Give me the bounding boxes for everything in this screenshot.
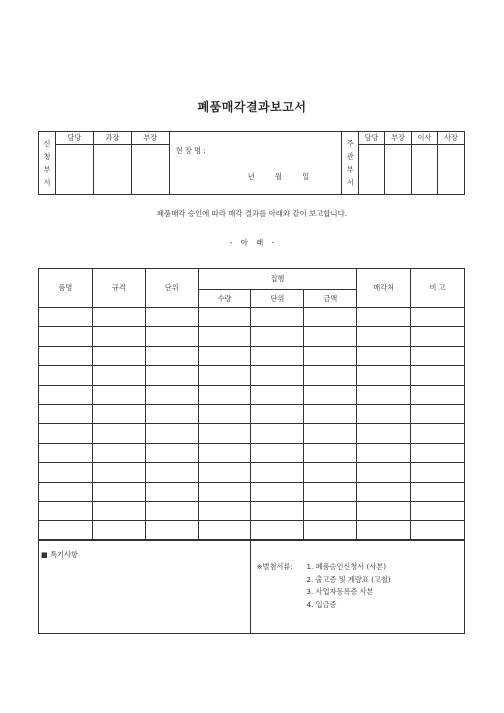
- table-cell[interactable]: [411, 404, 465, 423]
- table-cell[interactable]: [39, 482, 93, 501]
- table-cell[interactable]: [145, 482, 198, 501]
- table-cell[interactable]: [198, 443, 251, 462]
- table-row: [39, 308, 465, 327]
- applicant-dept-label: 신 청 부 서: [39, 132, 56, 195]
- table-cell[interactable]: [357, 424, 411, 443]
- table-cell[interactable]: [92, 404, 145, 423]
- table-cell[interactable]: [357, 327, 411, 346]
- sign-box[interactable]: [412, 145, 438, 195]
- table-cell[interactable]: [145, 346, 198, 365]
- table-cell[interactable]: [145, 385, 198, 404]
- sign-box[interactable]: [437, 145, 464, 195]
- table-cell[interactable]: [39, 443, 93, 462]
- attachment-item: 2. 출고증 및 계량표 (고철): [306, 574, 391, 584]
- table-cell[interactable]: [251, 501, 304, 520]
- table-cell[interactable]: [198, 366, 251, 385]
- table-cell[interactable]: [357, 366, 411, 385]
- table-cell[interactable]: [198, 463, 251, 482]
- approval-role-section-chief: 과장: [93, 132, 131, 145]
- table-cell[interactable]: [198, 482, 251, 501]
- table-cell[interactable]: [92, 482, 145, 501]
- approval-role-president: 사장: [437, 132, 464, 145]
- table-row: [39, 346, 465, 365]
- attachment-item: 4. 입금증: [306, 599, 337, 609]
- table-cell[interactable]: [357, 501, 411, 520]
- table-cell[interactable]: [251, 346, 304, 365]
- document-title: 폐품매각결과보고서: [197, 100, 307, 114]
- table-cell[interactable]: [304, 385, 357, 404]
- table-cell[interactable]: [92, 327, 145, 346]
- table-row: [39, 327, 465, 346]
- table-cell[interactable]: [198, 385, 251, 404]
- table-cell[interactable]: [39, 327, 93, 346]
- table-cell[interactable]: [39, 308, 93, 327]
- table-cell[interactable]: [251, 521, 304, 540]
- sign-box[interactable]: [359, 145, 385, 195]
- table-row: [39, 521, 465, 540]
- table-cell[interactable]: [304, 346, 357, 365]
- table-cell[interactable]: [411, 443, 465, 462]
- managing-dept-label: 주 관 부 서: [342, 132, 359, 195]
- table-cell[interactable]: [39, 404, 93, 423]
- table-cell[interactable]: [304, 366, 357, 385]
- table-cell[interactable]: [357, 308, 411, 327]
- table-cell[interactable]: [251, 424, 304, 443]
- table-cell[interactable]: [304, 521, 357, 540]
- table-cell[interactable]: [411, 327, 465, 346]
- table-cell[interactable]: [251, 443, 304, 462]
- sign-box[interactable]: [385, 145, 412, 195]
- site-date-cell: [169, 132, 342, 195]
- table-cell[interactable]: [92, 463, 145, 482]
- disposal-result-table: [38, 268, 465, 541]
- special-notes-cell[interactable]: [39, 540, 251, 634]
- table-cell[interactable]: [145, 443, 198, 462]
- table-cell[interactable]: [198, 501, 251, 520]
- table-cell[interactable]: [251, 385, 304, 404]
- table-cell[interactable]: [92, 366, 145, 385]
- table-cell[interactable]: [304, 501, 357, 520]
- header-spec: 규격: [92, 269, 145, 308]
- table-cell[interactable]: [357, 346, 411, 365]
- table-cell[interactable]: [411, 308, 465, 327]
- table-cell[interactable]: [92, 501, 145, 520]
- table-row: [39, 443, 465, 462]
- table-cell[interactable]: [304, 424, 357, 443]
- table-cell[interactable]: [198, 308, 251, 327]
- header-exec-quantity: 수량: [198, 290, 251, 308]
- table-row: [39, 404, 465, 423]
- attachment-item: 3. 사업자등록증 사본: [306, 587, 374, 596]
- sign-box[interactable]: [93, 145, 131, 195]
- header-buyer: 매각처: [357, 269, 411, 308]
- approval-role-dept-head: 부장: [131, 132, 169, 145]
- report-sentence: 폐품매각 승인에 따라 매각 결과를 아래와 같이 보고합니다.: [156, 209, 348, 218]
- table-cell[interactable]: [304, 463, 357, 482]
- approval-role-staff-2: 담당: [359, 132, 385, 145]
- table-cell[interactable]: [411, 482, 465, 501]
- table-row: [39, 424, 465, 443]
- table-cell[interactable]: [39, 521, 93, 540]
- table-cell[interactable]: [304, 404, 357, 423]
- table-row: [39, 482, 465, 501]
- notes-table: [38, 539, 465, 634]
- table-cell[interactable]: [39, 501, 93, 520]
- approval-role-director: 이사: [412, 132, 438, 145]
- table-cell[interactable]: [198, 521, 251, 540]
- table-cell[interactable]: [357, 482, 411, 501]
- table-cell[interactable]: [198, 404, 251, 423]
- table-cell[interactable]: [39, 424, 93, 443]
- table-cell[interactable]: [145, 404, 198, 423]
- approval-table: [38, 131, 465, 195]
- table-cell[interactable]: [357, 443, 411, 462]
- below-label: - 아 래 -: [229, 238, 275, 247]
- header-exec-amount: 금액: [304, 290, 357, 308]
- table-row: [39, 385, 465, 404]
- table-cell[interactable]: [411, 463, 465, 482]
- table-cell[interactable]: [411, 346, 465, 365]
- table-cell[interactable]: [251, 366, 304, 385]
- table-cell[interactable]: [198, 424, 251, 443]
- table-cell[interactable]: [357, 463, 411, 482]
- table-cell[interactable]: [92, 424, 145, 443]
- table-cell[interactable]: [92, 443, 145, 462]
- approval-role-staff: 담당: [55, 132, 93, 145]
- table-cell[interactable]: [251, 482, 304, 501]
- table-cell[interactable]: [145, 463, 198, 482]
- table-cell[interactable]: [357, 521, 411, 540]
- table-cell[interactable]: [304, 482, 357, 501]
- table-cell[interactable]: [92, 346, 145, 365]
- table-cell[interactable]: [357, 385, 411, 404]
- table-cell[interactable]: [145, 366, 198, 385]
- table-cell[interactable]: [357, 404, 411, 423]
- table-row: [39, 366, 465, 385]
- header-unit: 단위: [145, 269, 198, 308]
- table-cell[interactable]: [92, 308, 145, 327]
- sign-box[interactable]: [55, 145, 93, 195]
- table-cell[interactable]: [145, 308, 198, 327]
- table-cell[interactable]: [251, 404, 304, 423]
- table-row: [39, 501, 465, 520]
- table-cell[interactable]: [92, 385, 145, 404]
- header-item-name: 품명: [39, 269, 93, 308]
- table-cell[interactable]: [251, 327, 304, 346]
- table-cell[interactable]: [198, 346, 251, 365]
- table-cell[interactable]: [39, 346, 93, 365]
- table-cell[interactable]: [304, 308, 357, 327]
- table-cell[interactable]: [92, 521, 145, 540]
- table-cell[interactable]: [304, 443, 357, 462]
- approval-role-dept-head-2: 부장: [385, 132, 412, 145]
- table-cell[interactable]: [145, 424, 198, 443]
- table-cell[interactable]: [39, 385, 93, 404]
- table-cell[interactable]: [145, 501, 198, 520]
- table-cell[interactable]: [411, 385, 465, 404]
- header-exec-unit: 단위: [251, 290, 304, 308]
- site-name-label: 현 장 명 :: [175, 146, 206, 155]
- table-cell[interactable]: [198, 327, 251, 346]
- header-note: 비 고: [411, 269, 465, 308]
- table-cell[interactable]: [251, 463, 304, 482]
- table-cell[interactable]: [411, 501, 465, 520]
- table-cell[interactable]: [411, 366, 465, 385]
- special-notes-label: ■ 특기사항: [41, 550, 78, 559]
- table-row: [39, 463, 465, 482]
- sign-box[interactable]: [131, 145, 169, 195]
- report-date: 년 월 일: [247, 172, 310, 181]
- table-cell[interactable]: [304, 327, 357, 346]
- attachment-item: 1. 폐품승인신청서 (사본): [306, 562, 387, 571]
- table-cell[interactable]: [39, 366, 93, 385]
- attachments-cell: [251, 540, 465, 634]
- table-cell[interactable]: [411, 424, 465, 443]
- table-cell[interactable]: [251, 308, 304, 327]
- table-cell[interactable]: [145, 327, 198, 346]
- table-cell[interactable]: [145, 521, 198, 540]
- table-cell[interactable]: [39, 463, 93, 482]
- header-execution: 집행: [198, 269, 357, 290]
- table-cell[interactable]: [411, 521, 465, 540]
- attachments-label: ※별첨서류:: [256, 562, 293, 571]
